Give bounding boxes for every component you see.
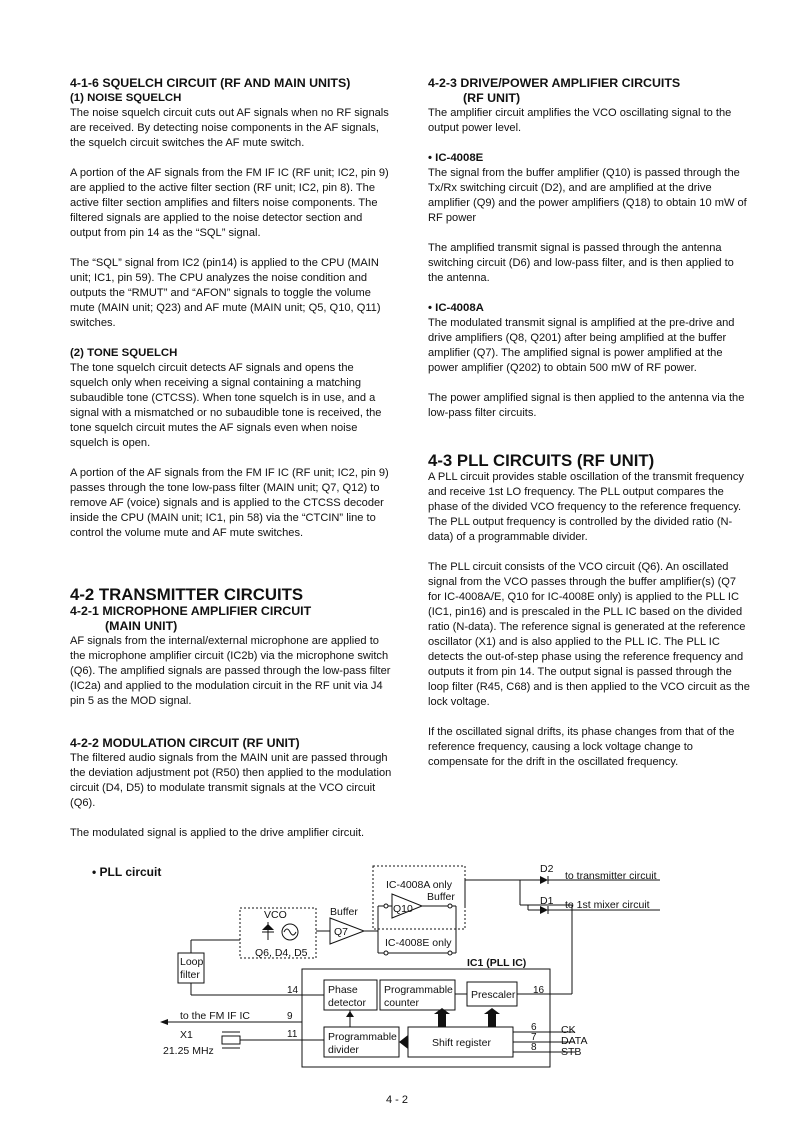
- ck-label: CK: [561, 1024, 576, 1036]
- section-4-3-title: 4-3 PLL CIRCUITS (RF UNIT): [428, 451, 655, 470]
- divider-label-1: Programmable: [328, 1031, 397, 1043]
- x1-frequency: 21.25 MHz: [163, 1045, 214, 1057]
- page-number: 4 - 2: [385, 1094, 408, 1106]
- tone-squelch-p1: The tone squelch circuit detects AF signals and opens the squelch only when receiving a signal containing a matching subaudible tone (CTCSS). When tone squelch is in use, and a signal with a mismatched or no subaudible tone is received, the tone squelch circuit mutes the AF signals even when noise squelch is open.: [70, 362, 382, 449]
- q10-label: Q10: [393, 903, 413, 915]
- ic-4008e-title: • IC-4008E: [428, 152, 484, 164]
- ic-4008a-p1: The modulated transmit signal is amplified at the pre-drive and drive amplifiers (Q8, Q201) after being amplified at the buffer amplifier (Q7). The amplified signal is power amplified at the power amplifier (Q202) to obtain 500 mW of RF power.: [428, 317, 735, 374]
- stb-label: STB: [561, 1046, 582, 1058]
- section-4-1-6-title: 4-1-6 SQUELCH CIRCUIT (RF AND MAIN UNITS): [70, 76, 351, 90]
- prog-counter-label-1: Programmable: [384, 984, 453, 996]
- section-4-3-p2: The PLL circuit consists of the VCO circuit (Q6). An oscillated signal from the VCO passes through the buffer amplifier(s) (Q7 for IC-4008A/E, Q10 for IC-4008E only) is applied to the PLL IC (IC1, pin16) and is prescaled in the PLL IC based on the divided ratio (N-data). The reference signal is generated at the reference oscillator (X1) and is also applied to the PLL IC. The PLL IC detects the out-of-step phase using the reference frequency and outputs it from pin 14. The output signal is passed through the loop filter (R45, C68) and is then applied to the VCO circuit as the lock voltage.: [428, 561, 750, 708]
- diagram-caption: • PLL circuit: [92, 865, 162, 879]
- ic-4008a-title: • IC-4008A: [428, 302, 484, 314]
- section-4-2-1-title: 4-2-1 MICROPHONE AMPLIFIER CIRCUIT: [70, 604, 312, 618]
- e-only-label: IC-4008E only: [385, 937, 452, 949]
- buffer-top-label: Buffer: [427, 891, 455, 903]
- vco-parts-label: Q6, D4, D5: [255, 947, 308, 959]
- d2-diode-icon: [540, 876, 548, 884]
- section-4-2-1-subtitle: (MAIN UNIT): [105, 619, 178, 633]
- tone-squelch-title: (2) TONE SQUELCH: [70, 347, 178, 359]
- pll-circuit-diagram: [0, 855, 794, 1075]
- noise-squelch-p3: The “SQL” signal from IC2 (pin14) is applied to the CPU (MAIN unit; IC1, pin 59). The CPU analyzes the noise condition and outputs the “RMUT” and “AFON” signals to toggle the volume mute (MAIN unit; Q23) and AF mute (MAIN unit; Q5, Q10, Q11) switches.: [70, 257, 381, 329]
- section-4-2-3-subtitle: (RF UNIT): [463, 91, 521, 105]
- pin7-label: 7: [531, 1032, 537, 1043]
- section-4-2-2-p1: The filtered audio signals from the MAIN unit are passed through the deviation adjustment pot (R50) then applied to the modulation circuit (D4, D5) to modulate transmit signals at the VCO circuit (Q6).: [70, 752, 392, 809]
- d1-diode-icon: [540, 906, 548, 914]
- to-mixer-label: to 1st mixer circuit: [565, 899, 650, 911]
- to-transmitter-label: to transmitter circuit: [565, 870, 657, 882]
- prescaler-label: Prescaler: [471, 989, 516, 1001]
- pin16-label: 16: [533, 985, 545, 996]
- noise-squelch-title: (1) NOISE SQUELCH: [70, 92, 182, 104]
- ic-4008e-p2: The amplified transmit signal is passed through the antenna switching circuit (D6) and low-pass filter, and is then applied to the antenna.: [428, 242, 734, 284]
- loop-label: Loop: [180, 956, 204, 968]
- arrow-up-icon: [438, 1012, 446, 1027]
- noise-squelch-p2: A portion of the AF signals from the FM IF IC (RF unit; IC2, pin 9) are applied to the active filter section (RF unit; IC2, pin 8). The active filter section amplifies and filters noise components. The filtered signals are applied to the noise detector section and output from pin 14 as the “SQL” signal.: [70, 167, 389, 239]
- section-4-3-p1: A PLL circuit provides stable oscillation of the transmit frequency and receive 1st LO frequency. The PLL output compares the phase of the divided VCO frequency to the reference frequency. The PLL output frequency is controlled by the divided ratio (N-data) of a programmable divider.: [428, 471, 744, 543]
- ic-4008a-p2: The power amplified signal is then applied to the antenna via the low-pass filter circuits.: [428, 392, 745, 419]
- q7-label: Q7: [334, 926, 349, 938]
- d2-label: D2: [540, 863, 554, 875]
- shift-register-label: Shift register: [432, 1037, 491, 1049]
- pin9-label: 9: [287, 1011, 293, 1022]
- section-4-2-3-title: 4-2-3 DRIVE/POWER AMPLIFIER CIRCUITS: [428, 76, 681, 90]
- ic1-label: IC1 (PLL IC): [467, 957, 527, 969]
- pin8-label: 8: [531, 1042, 537, 1053]
- section-4-2-1-p1: AF signals from the internal/external microphone are applied to the microphone amplifier circuit (IC2b) via the microphone switch (Q6). The amplified signals are passed through the low-pass filter (IC2a) and applied to the modulation circuit in the RF unit via J4 pin 5 as the MOD signal.: [70, 635, 391, 707]
- to-fm-if-label: to the FM IF IC: [180, 1010, 251, 1022]
- phase-label-1: Phase: [328, 984, 358, 996]
- pin6-label: 6: [531, 1022, 537, 1033]
- prog-counter-label-2: counter: [384, 997, 420, 1009]
- pin11-label: 11: [287, 1029, 298, 1040]
- noise-squelch-p1: The noise squelch circuit cuts out AF signals when no RF signals are received. By detecting noise components in the AF signals, the squelch circuit switches the AF mute switch.: [70, 107, 389, 149]
- section-4-2-3-p1: The amplifier circuit amplifies the VCO oscillating signal to the output power level.: [428, 107, 732, 134]
- ic-4008e-p1: The signal from the buffer amplifier (Q10) is passed through the Tx/Rx switching circuit (D2), and are amplified at the drive amplifier (Q9) and the power amplifiers (Q18) to obtain 10 mW of RF power: [428, 167, 747, 224]
- section-4-2-title: 4-2 TRANSMITTER CIRCUITS: [70, 585, 304, 604]
- section-4-3-p3: If the oscillated signal drifts, its phase changes from that of the reference frequency, causing a lock voltage change to compensate for the drift in the oscillated frequency.: [428, 726, 735, 768]
- varactor-diode-icon: [262, 924, 274, 930]
- tone-squelch-p2: A portion of the AF signals from the FM IF IC (RF unit; IC2, pin 9) passes through the tone low-pass filter (MAIN unit; Q7, Q12) to remove AF (voice) signals and is applied to the CTCSS decoder inside the CPU (MAIN unit; IC1, pin 58) via the “CTCIN” line to control the volume mute and AF mute switches.: [70, 467, 389, 539]
- crystal-icon: [222, 1036, 240, 1044]
- d1-label: D1: [540, 895, 554, 907]
- phase-label-2: detector: [328, 997, 366, 1009]
- right-column: [428, 76, 752, 785]
- arrow-left-icon: [399, 1035, 408, 1049]
- buffer-label: Buffer: [330, 906, 358, 918]
- filter-label: filter: [180, 969, 200, 981]
- divider-label-2: divider: [328, 1044, 359, 1056]
- pin14-label: 14: [287, 985, 299, 996]
- section-4-2-2-title: 4-2-2 MODULATION CIRCUIT (RF UNIT): [70, 736, 300, 750]
- x1-label: X1: [180, 1029, 193, 1041]
- section-4-2-2-p2: The modulated signal is applied to the drive amplifier circuit.: [70, 827, 365, 839]
- left-column: [70, 76, 392, 856]
- a-only-label: IC-4008A only: [386, 879, 452, 891]
- data-label: DATA: [561, 1035, 588, 1047]
- arrow-up-icon-2: [488, 1012, 496, 1027]
- vco-label: VCO: [264, 909, 287, 921]
